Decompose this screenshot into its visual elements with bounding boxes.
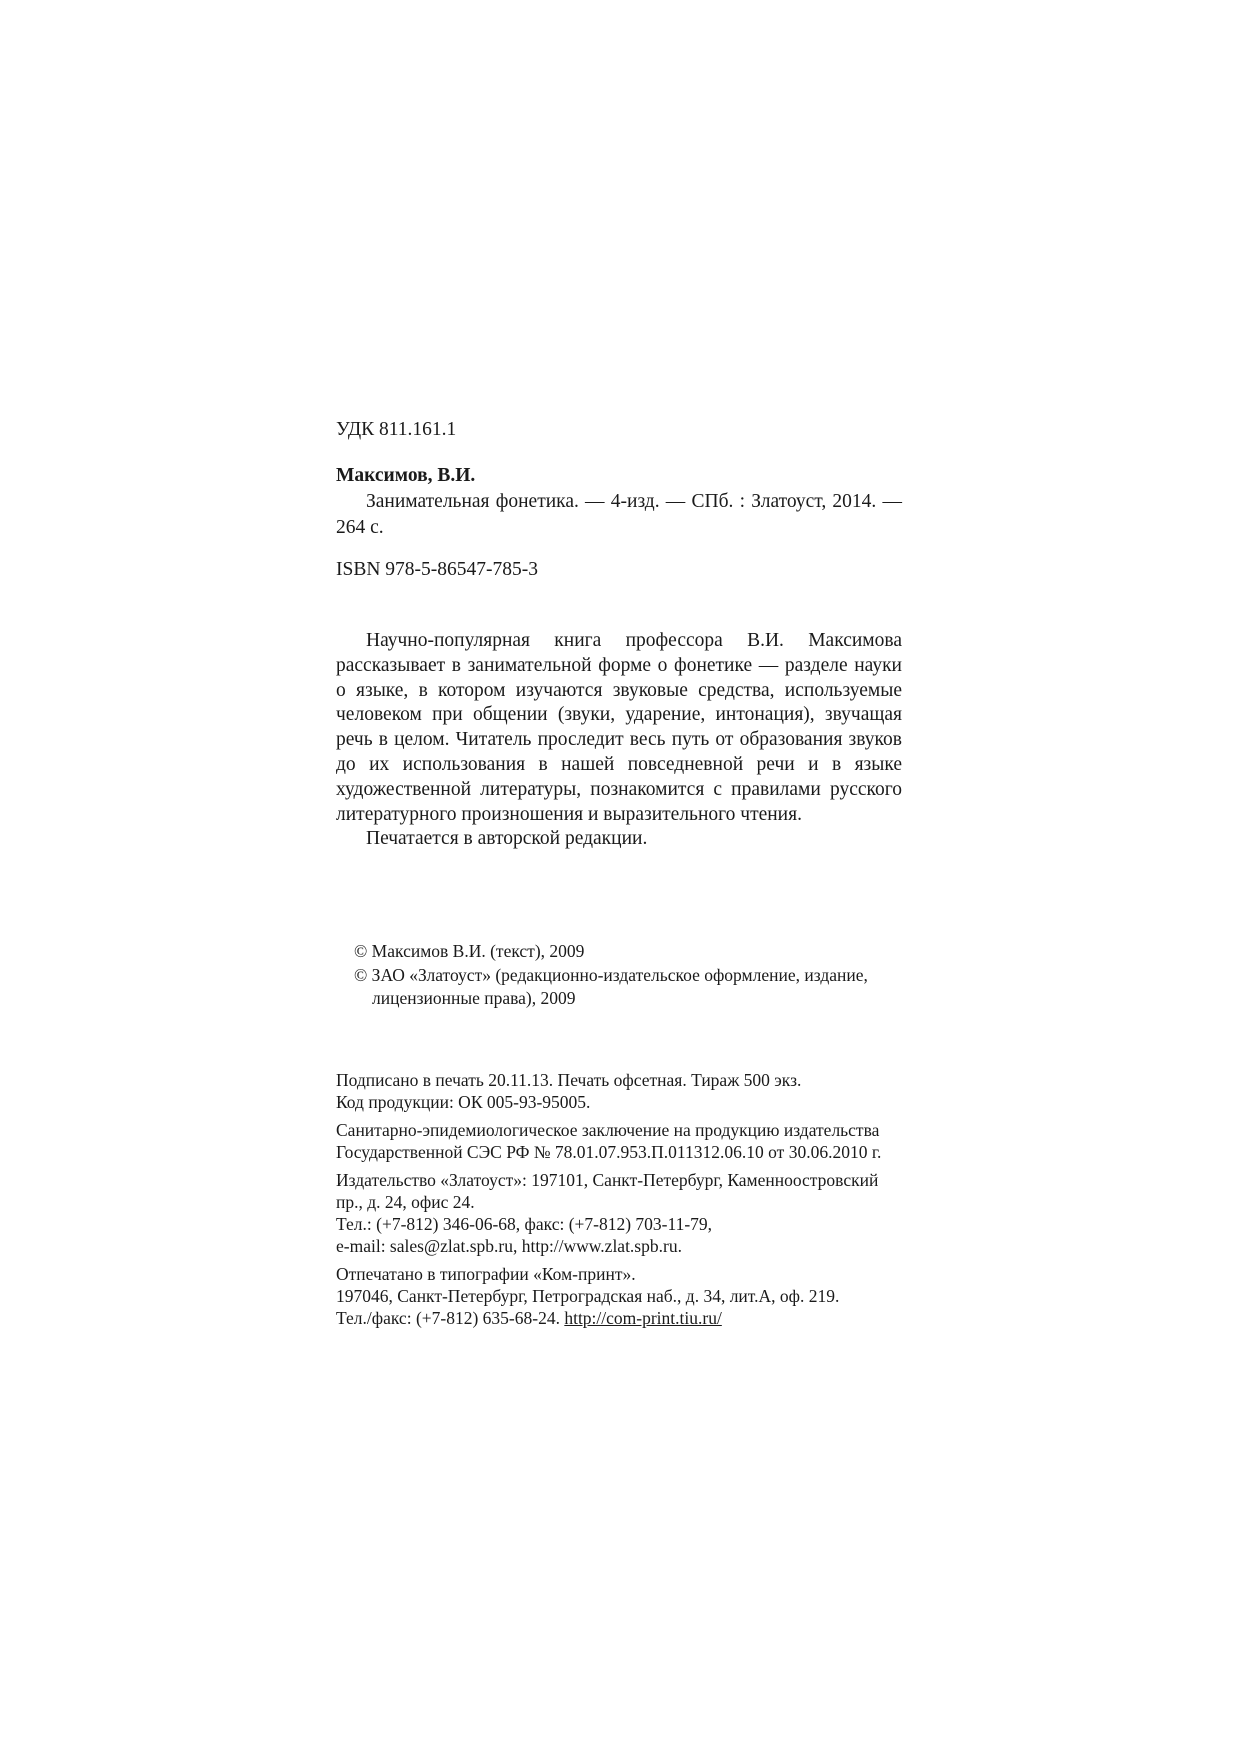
printer-info <box>336 1263 902 1329</box>
printer-phone: Тел./факс: (+7-812) 635-68-24. <box>336 1308 560 1328</box>
print-line: Подписано в печать 20.11.13. Печать офсетная. Тираж 500 экз. <box>336 1070 802 1090</box>
product-code: Код продукции: ОК 005-93-95005. <box>336 1092 591 1112</box>
printer-address: 197046, Санкт-Петербург, Петроградская наб., д. 34, лит.А, оф. 219. <box>336 1286 840 1306</box>
isbn: ISBN 978-5-86547-785-3 <box>336 559 539 580</box>
udk-code: УДК 811.161.1 <box>336 419 457 440</box>
copyright-publisher: © ЗАО «Златоуст» (редакционно-издательское оформление, издание, лицензионные права), 2009 <box>354 964 868 1008</box>
copyright-notices <box>354 940 894 1011</box>
publisher-contacts: e-mail: sales@zlat.spb.ru, http://www.zlat.spb.ru. <box>336 1236 682 1256</box>
bibliographic-description: Занимательная фонетика. — 4-изд. — СПб. : Златоуст, 2014. — 264 с. <box>336 491 902 538</box>
author-heading: Максимов, В.И. <box>336 465 476 486</box>
copyright-author: © Максимов В.И. (текст), 2009 <box>354 941 585 961</box>
imprint-details <box>336 1069 902 1335</box>
annotation <box>336 629 902 852</box>
publisher-address: Издательство «Златоуст»: 197101, Санкт-Петербург, Каменноостровский пр., д. 24, офис 24. <box>336 1170 879 1212</box>
bibliographic-record <box>336 463 902 541</box>
annotation-text: Научно-популярная книга профессора В.И. Максимова рассказывает в занимательной форме о фонетике — разделе науки о языке, в котором изучаются звуковые средства, используемые человеком при общении (звуки, ударение, интонация), звучащая речь в целом. Читатель проследит весь путь от образования звуков до их использования в нашей повседневной речи и в языке художественной литературы, познакомится с правилами русского литературного произношения и выразительного чтения. <box>336 630 902 825</box>
printer-website-link[interactable]: http://com-print.tiu.ru/ <box>564 1308 722 1328</box>
sanitary-certificate: Санитарно-эпидемиологическое заключение на продукцию издательства Государственной СЭС РФ № 78.01.07.953.П.011312.06.10 от 30.06.2010 г. <box>336 1120 882 1162</box>
publisher-info <box>336 1169 902 1257</box>
print-info <box>336 1069 902 1113</box>
publisher-phone: Тел.: (+7-812) 346-06-68, факс: (+7-812) 703-11-79, <box>336 1214 713 1234</box>
printer-name: Отпечатано в типографии «Ком-принт». <box>336 1264 636 1284</box>
annotation-note: Печатается в авторской редакции. <box>366 828 648 850</box>
